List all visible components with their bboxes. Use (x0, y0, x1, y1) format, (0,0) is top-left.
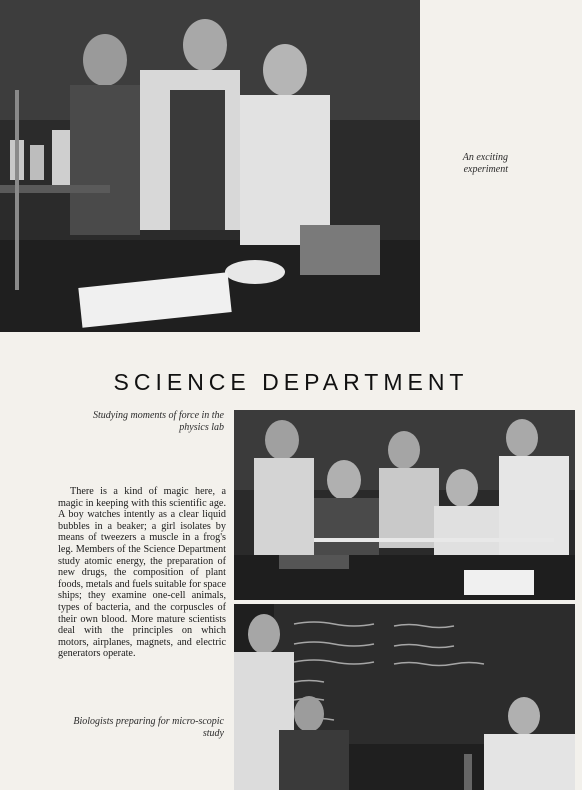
chemistry-experiment-photo (0, 0, 420, 332)
biology-photo-graphic (234, 604, 575, 790)
top-photo-caption: An exciting experiment (462, 152, 508, 175)
department-description: There is a kind of magic here, a magic in keeping with this scientific age. A boy watches intently as a clear liquid bubbles in a beaker; a girl isolates by means of tweezers a muscle in a frog's leg. Members of the Science Department study atomic energy, the preparation of new drugs, the composition of plant foods, metals and fuels suitable for space ships; they examine one-cell animals, types of bacteria, and the corpuscles of their own blood. More mature scientists deal with the principles on which motors, airplanes, magnets, and electric generators operate. (58, 486, 226, 660)
physics-lab-photo (234, 410, 575, 600)
biology-lab-photo (234, 604, 575, 790)
physics-photo-caption: Studying moments of force in the physics lab (93, 410, 224, 433)
page-title: SCIENCE DEPARTMENT (113, 369, 469, 396)
chemistry-photo-graphic (0, 0, 420, 332)
physics-photo-graphic (234, 410, 575, 600)
biology-photo-caption: Biologists preparing for micro-scopic study (73, 716, 224, 739)
